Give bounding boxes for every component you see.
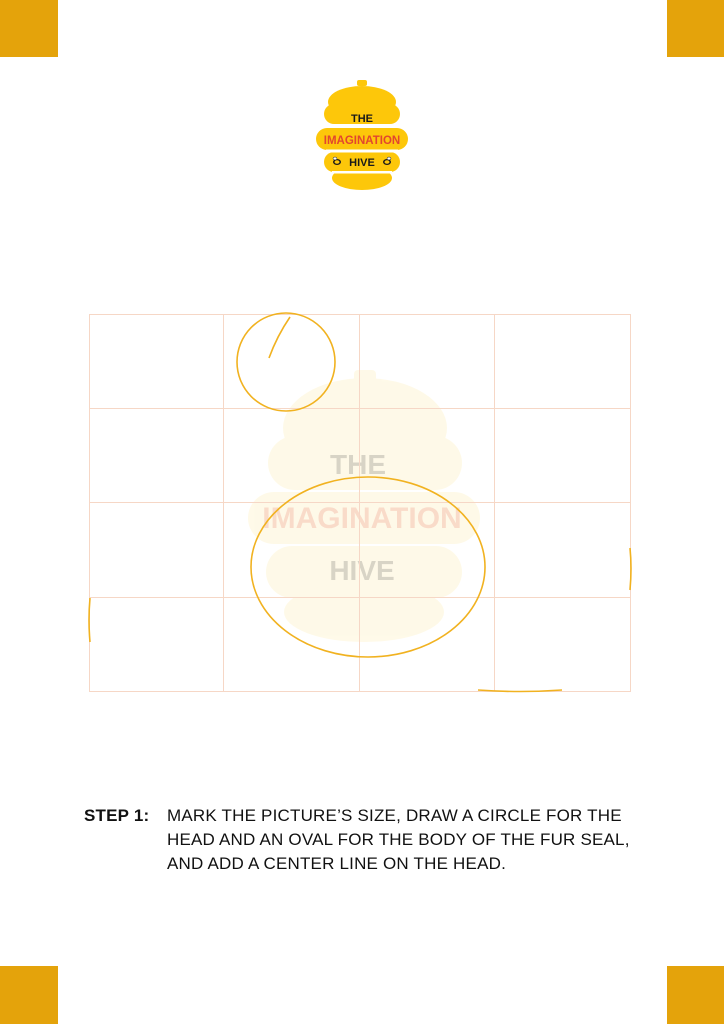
imagination-hive-logo [312,80,412,192]
svg-text:THE: THE [330,449,386,480]
guide-grid [90,315,631,692]
logo-text-the: THE [351,113,373,125]
head-circle [237,313,335,411]
corner-decoration-top-left [0,0,58,57]
drawing-canvas [0,300,724,710]
logo-text-hive: HIVE [349,157,375,169]
svg-text:HIVE: HIVE [329,555,395,586]
step-instruction [84,803,664,876]
step-text: MARK THE PICTURE’S SIZE, DRAW A CIRCLE FOR THE HEAD AND AN OVAL FOR THE BODY OF THE FUR SEAL, AND ADD A CENTER LINE ON THE HEAD. [167,806,630,873]
beehive-icon [312,80,412,192]
logo-text-imagination: IMAGINATION [323,135,401,147]
corner-decoration-top-right [667,0,724,57]
bottom-edge-mark [478,690,562,692]
head-center-line [269,317,290,358]
drawing-area [0,300,724,710]
corner-decoration-bottom-right [667,966,724,1024]
svg-text:IMAGINATION: IMAGINATION [262,502,462,535]
step-label: STEP 1: [84,806,150,825]
corner-decoration-bottom-left [0,966,58,1024]
